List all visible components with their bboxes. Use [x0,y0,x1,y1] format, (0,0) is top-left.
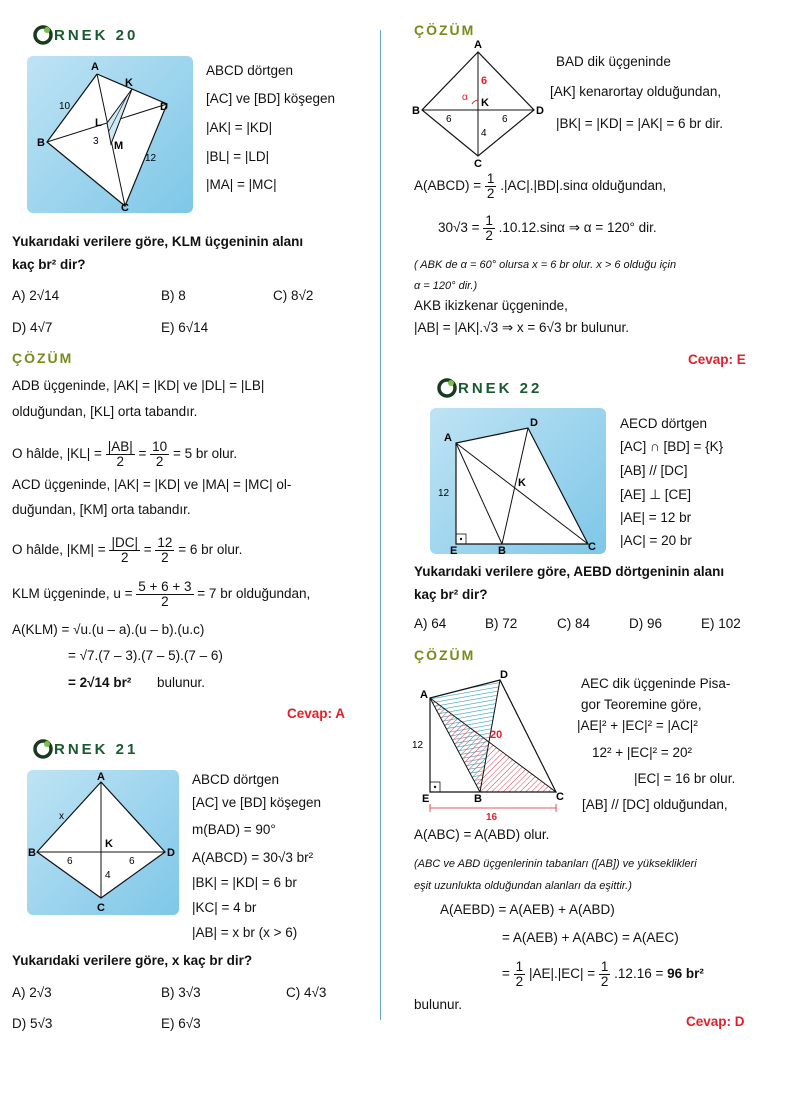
sol21-label-c: C [474,158,482,168]
example-20-header: RNEK 20 [54,27,139,44]
fig20-label-d: D [160,101,168,113]
ex20-given-5: |MA| = |MC| [206,177,277,192]
sol22-bulunur: bulunur. [414,997,463,1012]
ex21-choice-b[interactable]: B) 3√3 [161,985,201,1000]
ex21-choice-c[interactable]: C) 4√3 [286,985,327,1000]
ex20-sol-line3: ACD üçgeninde, |AK| = |KD| ve |MA| = |MC| ol- [12,477,292,492]
fig20-label-12: 12 [145,153,157,164]
ex20-question-line2: kaç br² dir? [12,257,86,272]
fig21-label-6a: 6 [67,856,73,867]
ex20-sol-u [12,580,310,609]
sol21-area-formula [414,172,666,201]
fig20-label-k: K [125,77,133,89]
ex20-km-frac2-den: 2 [161,550,169,565]
ex20-km-frac1-den: 2 [120,550,129,565]
ex20-sol-kl [12,440,237,469]
ex20-sol-line1: ADB üçgeninde, |AK| = |KD| ve |DL| = |LB| [12,378,265,393]
fig22-label-12: 12 [438,488,450,499]
ex21-given-5: |BK| = |KD| = 6 br [192,875,297,890]
sol21-label-6v: 6 [481,75,488,87]
ex22-choice-e[interactable]: E) 102 [701,616,741,631]
ex20-sol-bulunur: bulunur. [157,675,206,690]
sol22-label-16: 16 [486,812,498,822]
sol21-title: ÇÖZÜM [414,22,476,38]
sol21-label-6a: 6 [446,114,452,125]
fig22-label-k: K [518,477,526,489]
ex20-choice-b[interactable]: B) 8 [161,288,186,303]
fig20-label-b: B [37,137,45,149]
sol21-area-prefix: A(ABCD) = [414,178,482,194]
ex20-given-3: |AK| = |KD| [206,120,273,135]
ex22-question-line1: Yukarıdaki verilere göre, AEBD dörtgeninin alanı [414,564,725,579]
sol22-note1: (ABC ve ABD üçgenlerinin tabanları ([AB]) ve yükseklikleri [414,858,697,870]
sol22-frac2-den: 2 [600,974,609,989]
sol21-area-frac-num: 1 [486,171,495,186]
ex21-given-2: [AC] ve [BD] köşegen [192,795,322,810]
fig21-label-b: B [28,847,36,859]
ex20-kl-frac1-num: |AB| [107,439,133,454]
sol21-area-frac-den: 2 [486,186,495,201]
fig21-label-6b: 6 [129,856,135,867]
fig21-label-k: K [105,838,113,850]
ex20-sol-u-prefix: KLM üçgeninde, u = [12,586,133,602]
sol22-line9: = A(AEB) + A(ABC) = A(AEC) [502,930,679,945]
ex20-answer: Cevap: A [287,706,346,721]
ex21-given-7: |AB| = x br (x > 6) [192,925,298,940]
ex20-km-result: = 6 br olur. [178,542,243,558]
column-divider [380,30,381,1020]
sol21-alpha-rest: .10.12.sinα ⇒ α = 120° dir. [498,220,657,236]
ex22-given-1: AECD dörtgen [620,416,708,431]
sol21-label-d: D [536,105,544,117]
sol22-line4: 12² + |EC|² = 20² [592,745,693,760]
sol21-label-a: A [474,39,482,51]
ex21-given-3: m(BAD) = 90° [192,822,276,837]
ex20-u-frac-num: 5 + 6 + 3 [138,579,192,594]
ex20-kl-result: = 5 br olur. [172,446,238,462]
sol21-line-final: |AB| = |AK|.√3 ⇒ x = 6√3 br bulunur. [414,320,630,335]
ex21-question: Yukarıdaki verilere göre, x kaç br dir? [12,953,253,968]
sol22-final-result: 96 br² [667,966,704,982]
ex20-sol-line2: olduğundan, [KL] orta tabandır. [12,404,198,419]
sol22-frac1-den: 2 [515,974,524,989]
fig20-label-c: C [121,202,129,213]
ex21-choice-e[interactable]: E) 6√3 [161,1016,201,1031]
example-22-logo [436,377,458,404]
ex20-given-4: |BL| = |LD| [206,149,270,164]
sol22-label-c: C [556,791,564,803]
ex20-kl-frac2-den: 2 [155,454,164,469]
sol22-line3: |AE|² + |EC|² = |AC|² [577,718,698,733]
ex20-km-frac2-num: 12 [157,535,173,550]
ex21-given-6: |KC| = 4 br [192,900,257,915]
sol22-line2: gor Teoremine göre, [581,697,702,712]
ex21-choice-a[interactable]: A) 2√3 [12,985,52,1000]
fig22-label-b: B [498,545,506,554]
fig21-label-c: C [97,902,105,914]
ex21-given-1: ABCD dörtgen [192,772,280,787]
sol21-label-6b: 6 [502,114,508,125]
sol22-frac2-num: 1 [600,959,609,974]
ex20-choice-e[interactable]: E) 6√14 [161,320,209,335]
sol22-label-b: B [474,793,482,805]
ex20-question-line1: Yukarıdaki verilere göre, KLM üçgeninin alanı [12,234,304,249]
example-22-figure [430,408,606,554]
ex20-km-frac1-num: |DC| [111,535,138,550]
sol22-final-mid: |AE|.|EC| = [528,966,596,982]
ex22-given-5: |AE| = 12 br [620,510,692,525]
ex21-choice-d[interactable]: D) 5√3 [12,1016,53,1031]
sol21-label-b: B [412,105,420,117]
sol22-line6: [AB] // [DC] olduğundan, [582,797,728,812]
sol22-line10 [502,960,704,989]
sol21-answer: Cevap: E [688,352,746,367]
sol22-frac1-num: 1 [515,959,524,974]
ex22-choice-b[interactable]: B) 72 [485,616,518,631]
ex20-sol-area1: A(KLM) = √u.(u – a).(u – b).(u.c) [12,622,205,637]
ex20-choice-a[interactable]: A) 2√14 [12,288,60,303]
sol22-line8: A(AEBD) = A(AEB) + A(ABD) [440,902,615,917]
sol21-note1: ( ABK de α = 60° olursa x = 6 br olur. x > 6 olduğu için [414,259,677,271]
fig21-label-4: 4 [105,870,111,881]
ex20-choice-d[interactable]: D) 4√7 [12,320,53,335]
sol21-line3: |BK| = |KD| = |AK| = 6 br dir. [556,116,723,131]
sol22-label-a: A [420,689,428,701]
fig22-label-a: A [444,432,452,444]
sol22-answer: Cevap: D [686,1014,745,1029]
fig22-label-c: C [588,541,596,553]
sol22-figure [408,666,573,822]
sol21-alpha-prefix: 30√3 = [438,220,480,236]
ex22-choice-c[interactable]: C) 84 [557,616,591,631]
sol21-alpha-frac-den: 2 [485,228,493,243]
sol21-line1: BAD dik üçgeninde [556,54,671,69]
ex20-sol-area2: = √7.(7 – 3).(7 – 5).(7 – 6) [68,648,223,663]
example-21-figure [27,770,179,915]
ex21-given-4: A(ABCD) = 30√3 br² [192,850,314,865]
ex22-question-line2: kaç br² dir? [414,587,488,602]
fig20-label-l: L [95,117,102,129]
sol21-line-akb: AKB ikizkenar üçgeninde, [414,298,568,313]
ex20-u-frac-den: 2 [161,594,169,609]
sol21-alpha-eq [438,214,657,243]
fig20-label-10: 10 [59,101,71,112]
ex22-choice-a[interactable]: A) 64 [414,616,447,631]
ex20-u-result: = 7 br olduğundan, [197,586,311,602]
ex20-given-1: ABCD dörtgen [206,63,294,78]
ex20-sol-area3: = 2√14 br² [68,675,132,690]
sol21-line2: [AK] kenarortay olduğundan, [550,84,722,99]
example-20-figure [27,56,193,213]
ex22-given-2: [AC] ∩ [BD] = {K} [620,439,724,454]
fig21-label-x: x [59,811,64,822]
ex20-kl-frac1-den: 2 [116,454,124,469]
fig20-label-3: 3 [93,136,99,147]
sol22-title: ÇÖZÜM [414,647,476,663]
fig21-label-a: A [97,771,105,783]
sol22-line7: A(ABC) = A(ABD) olur. [414,827,550,842]
sol22-final-eq: = [502,966,510,982]
fig22-label-d: D [530,417,538,429]
sol22-label-12: 12 [412,740,424,751]
sol21-label-4: 4 [481,128,487,139]
sol21-figure [410,38,550,168]
fig21-label-d: D [167,847,175,859]
ex20-sol-line4: duğundan, [KM] orta tabandır. [12,502,191,517]
ex20-sol-kl-prefix: O hâlde, |KL| = [12,446,102,462]
fig20-label-a: A [91,61,99,73]
example-21-header: RNEK 21 [54,741,139,758]
fig20-label-m: M [114,140,124,152]
ex20-sol-km-prefix: O hâlde, |KM| = [12,542,106,558]
ex20-kl-frac2-num: 10 [152,439,168,454]
sol21-area-rest: .|AC|.|BD|.sinα olduğundan, [500,178,667,194]
sol22-note2: eşit uzunlukta olduğundan alanları da eşittir.) [414,880,632,892]
sol22-final-calc: .12.16 = [614,966,668,982]
sol22-line1: AEC dik üçgeninde Pisa- [581,676,731,691]
sol21-label-k: K [481,97,489,109]
ex20-solution-title: ÇÖZÜM [12,350,74,366]
ex22-choice-d[interactable]: D) 96 [629,616,663,631]
sol21-note2: α = 120° dir.) [414,280,478,292]
example-22-header: RNEK 22 [458,380,543,397]
ex20-km-eq: = [143,542,152,558]
sol22-line5: |EC| = 16 br olur. [634,771,736,786]
sol22-label-d: D [500,669,508,681]
ex22-given-6: |AC| = 20 br [620,533,692,548]
ex20-kl-eq: = [138,446,147,462]
ex22-given-3: [AB] // [DC] [620,463,688,478]
ex20-choice-c[interactable]: C) 8√2 [273,288,314,303]
fig22-label-e: E [450,545,458,554]
ex22-given-4: [AE] ⊥ [CE] [620,487,692,502]
ex20-sol-km [12,536,242,565]
sol21-alpha-frac-num: 1 [485,213,493,228]
sol22-label-e: E [422,793,430,805]
sol21-label-alpha: α [462,92,468,103]
sol22-label-20: 20 [490,729,503,741]
example-21-logo [32,738,54,765]
ex20-given-2: [AC] ve [BD] köşegen [206,91,336,106]
example-20-logo [32,24,54,51]
